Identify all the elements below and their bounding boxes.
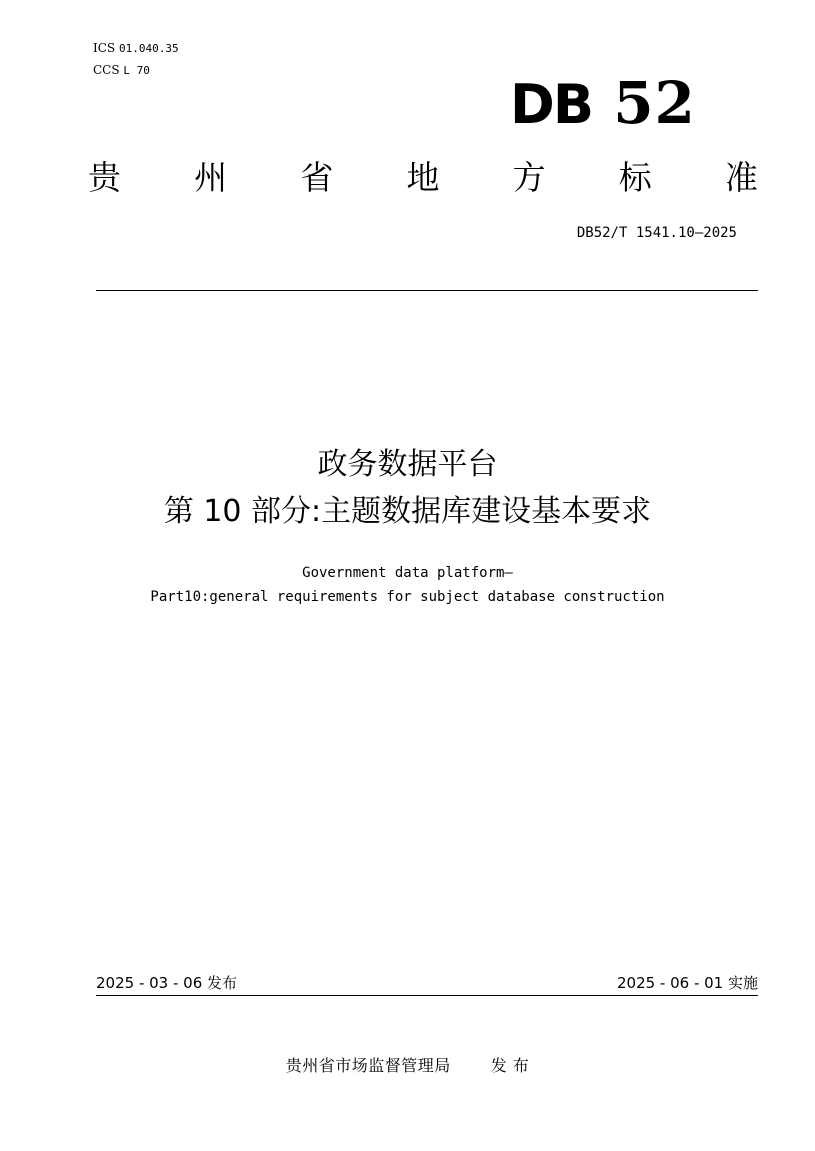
ics-code: 01.040.35 — [118, 42, 179, 55]
ccs-code: L 70 — [123, 64, 150, 77]
standard-type-char: 标 — [618, 158, 652, 197]
ics-classification — [93, 41, 179, 56]
standard-type-char: 方 — [512, 158, 546, 197]
ics-label: ICS — [93, 41, 116, 55]
publisher-name: 贵州省市场监督管理局 — [285, 1056, 451, 1075]
standard-type-char: 省 — [300, 158, 334, 197]
publisher-action: 发 布 — [490, 1056, 530, 1075]
implementation-date: 2025 - 06 - 01 实施 — [616, 974, 758, 992]
issue-date: 2025 - 03 - 06 发布 — [96, 974, 238, 992]
ccs-label: CCS — [93, 63, 120, 77]
standard-number: DB52/T 1541.10—2025 — [576, 225, 737, 241]
top-divider — [96, 290, 758, 291]
title-cn-line1: 政务数据平台 — [317, 447, 498, 482]
standard-type-heading — [88, 154, 758, 202]
db-logo-letters: DB — [510, 73, 592, 136]
db-logo-number: 52 — [613, 69, 696, 137]
title-cn-line2: 第 10 部分:主题数据库建设基本要求 — [163, 494, 652, 529]
bottom-divider — [96, 995, 758, 996]
standard-type-char: 准 — [724, 158, 758, 197]
publisher — [0, 1053, 815, 1076]
title-en-line2: Part10:general requirements for subject database construction — [150, 589, 665, 605]
title-en-line1: Government data platform— — [302, 565, 513, 581]
standard-type-char: 地 — [406, 158, 440, 197]
ccs-classification — [93, 63, 150, 78]
standard-type-char: 州 — [194, 158, 228, 197]
db-logo — [510, 68, 696, 140]
standard-type-char: 贵 — [88, 158, 121, 197]
